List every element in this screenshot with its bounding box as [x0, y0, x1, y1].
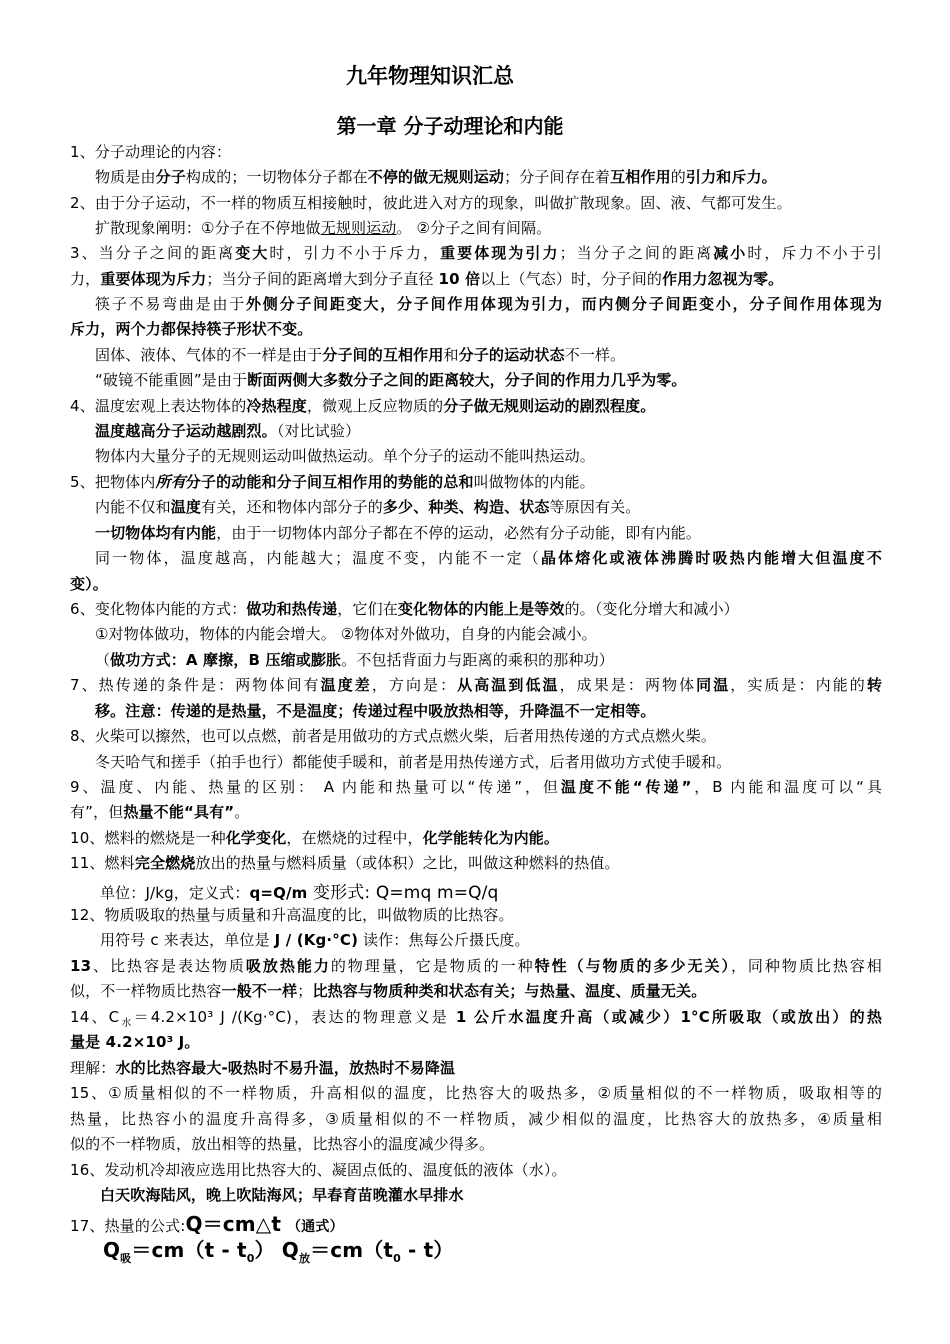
text-line: 15、①质量相似的不一样物质，升高相似的温度，比热容大的吸热多，②质量相似的不一样物质，吸取相等的 [70, 1084, 882, 1102]
text-line: ①对物体做功，物体的内能会增大。 ②物体对外做功，自身的内能会减小。 [95, 625, 597, 643]
text-line: 用符号 c 来表达，单位是 J / (Kg·°C) 读作：焦每公斤摄氏度。 [100, 931, 530, 949]
text-line: 9、温度、内能、热量的区别： A 内能和热量可以“传递”，但温度不能“传递”，B 内能和温度可以“具 [70, 778, 883, 796]
formula-line: 17、热量的公式:Q＝cm△t （通式） [70, 1212, 344, 1236]
text-line: 10、燃料的燃烧是一种化学变化，在燃烧的过程中，化学能转化为内能。 [70, 829, 560, 847]
text-line: 物质是由分子构成的；一切物体分子都在不停的做无规则运动；分子间存在着互相作用的引力和斥力。 [95, 168, 777, 186]
text-line: 4、温度宏观上表达物体的冷热程度，微观上反应物质的分子做无规则运动的剧烈程度。 [70, 397, 656, 415]
chapter-heading: 第一章 分子动理论和内能 [336, 114, 564, 138]
text-line: （做功方式：A 摩擦，B 压缩或膨胀。不包括背面力与距离的乘积的那种功） [95, 651, 614, 669]
text-line: 固体、液体、气体的不一样是由于分子间的互相作用和分子的运动状态不一样。 [95, 346, 626, 364]
text-line: 12、物质吸取的热量与质量和升高温度的比，叫做物质的比热容。 [70, 906, 514, 924]
text-line: 11、燃料完全燃烧放出的热量与燃料质量（或体积）之比，叫做这种燃料的热值。 [70, 854, 620, 872]
text-line: 冬天哈气和搓手（拍手也行）都能使手暖和，前者是用热传递方式，后者用做功方式使手暖和。 [95, 753, 732, 771]
formula-line: $Q_吸=cm(t - t_0)$ $Q_放=cm(t_0 - t)$ [103, 1238, 454, 1265]
text-line: 一切物体均有内能，由于一切物体内部分子都在不停的运动，必然有分子动能，即有内能。 [95, 524, 702, 542]
text-line: 似，不一样物质比热容一般不一样；比热容与物质种类和状态有关；与热量、温度、质量无关。 [70, 982, 707, 1000]
text-line: 1、分子动理论的内容： [70, 143, 232, 161]
text-line: 3、当分子之间的距离变大时，引力不小于斥力，重要体现为引力；当分子之间的距离减小时，斥力不小于引 [70, 244, 882, 262]
text-line: 内能不仅和温度有关，还和物体内部分子的多少、种类、构造、状态等原因有关。 [95, 498, 641, 516]
text-line: 热量，比热容小的温度升高得多，③质量相似的不一样物质，减少相似的温度，比热容大的放热多，④质量相 [70, 1110, 882, 1128]
text-line: 理解：水的比热容最大-吸热时不易升温，放热时不易降温 [70, 1059, 456, 1077]
text-line: 同一物体，温度越高，内能越大；温度不变，内能不一定（晶体熔化或液体沸腾时吸热内能增大但温度不 [95, 549, 882, 567]
text-line: 16、发动机冷却液应选用比热容大的、凝固点低的、温度低的液体（水）。 [70, 1161, 567, 1179]
text-line: 变）。 [70, 575, 108, 593]
text-line: 8、火柴可以擦然，也可以点燃，前者是用做功的方式点燃火柴，后者用热传递的方式点燃火柴。 [70, 727, 716, 745]
text-line: 5、把物体内所有分子的动能和分子间互相作用的势能的总和叫做物体的内能。 [70, 473, 595, 491]
text-line: 7、热传递的条件是：两物体间有温度差，方向是：从高温到低温，成果是：两物体同温，实质是：内能的转 [70, 676, 883, 694]
text-line: 白天吹海陆风，晚上吹陆海风；早春育苗晚灌水早排水 [100, 1186, 464, 1204]
text-line: 力，重要体现为斥力；当分子间的距离增大到分子直径 10 倍以上（气态）时，分子间的作用力忽视为零。 [70, 270, 784, 288]
text-line: 量是 4.2×10³ J。 [70, 1033, 200, 1051]
text-line: 移。注意：传递的是热量，不是温度；传递过程中吸放热相等，升降温不一定相等。 [95, 702, 656, 720]
text-line: 有”，但热量不能“具有”。 [70, 803, 250, 821]
text-line: 14、$C_水=4.2\times 10^3$ J /(Kg·°C)，表达的物理意义是 1 公斤水温度升高（或减少）1°C所吸取（或放出）的热 [70, 1008, 882, 1029]
text-line: 单位：J/kg，定义式：q=Q/m 变形式: Q=mq m=Q/q [100, 883, 499, 903]
text-line: 筷子不易弯曲是由于外侧分子间距变大，分子间作用体现为引力，而内侧分子间距变小，分子间作用体现为 [95, 295, 882, 313]
text-line: 斥力，两个力都保持筷子形状不变。 [70, 320, 313, 338]
text-line: 物体内大量分子的无规则运动叫做热运动。单个分子的运动不能叫热运动。 [95, 447, 595, 465]
text-line: 6、变化物体内能的方式：做功和热传递，它们在变化物体的内能上是等效的。（变化分增大和减小） [70, 600, 739, 618]
text-line: 似的不一样物质，放出相等的热量，比热容小的温度减少得多。 [70, 1135, 495, 1153]
text-line: 2、由于分子运动，不一样的物质互相接触时，彼此进入对方的现象，叫做扩散现象。固、液、气都可发生。 [70, 194, 792, 212]
text-line: 温度越高分子运动越剧烈。（对比试验） [95, 422, 361, 440]
text-line: “破镜不能重圆”是由于断面两侧大多数分子之间的距离较大，分子间的作用力几乎为零。 [95, 371, 687, 389]
text-line: 13、比热容是表达物质吸放热能力的物理量，它是物质的一种特性（与物质的多少无关），同种物质比热容相 [70, 957, 882, 975]
text-line: 扩散现象阐明：①分子在不停地做无规则运动。 ②分子之间有间隔。 [95, 219, 552, 237]
document-title: 九年物理知识汇总 [346, 64, 514, 88]
